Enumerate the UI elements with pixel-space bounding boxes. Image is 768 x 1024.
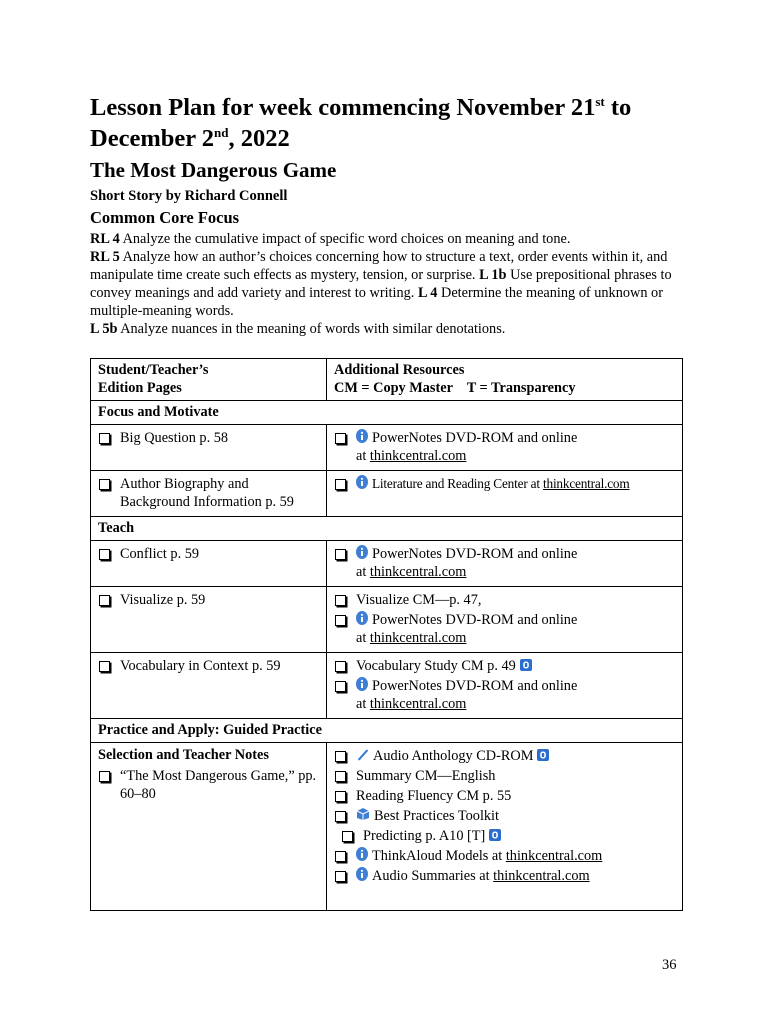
thinkcentral-link[interactable]: thinkcentral.com bbox=[369, 564, 467, 580]
thinkcentral-link[interactable]: thinkcentral.com bbox=[369, 696, 467, 712]
info-icon bbox=[356, 867, 368, 881]
standard-code: L 4 bbox=[417, 285, 438, 301]
standard-code: RL 5 bbox=[90, 249, 120, 265]
section-row: Focus and Motivate bbox=[91, 401, 683, 425]
info-icon bbox=[356, 677, 368, 691]
checkbox[interactable] bbox=[335, 615, 346, 626]
byline: Short Story by Richard Connell bbox=[90, 188, 288, 204]
checkbox[interactable] bbox=[335, 791, 346, 802]
thinkcentral-link[interactable]: thinkcentral.com bbox=[369, 630, 467, 646]
checkbox[interactable] bbox=[99, 433, 110, 444]
standard-code: L 5b bbox=[90, 321, 118, 337]
checkbox[interactable] bbox=[335, 595, 346, 606]
info-icon bbox=[356, 429, 368, 443]
table-row: Big Question p. 58 PowerNotes DVD-ROM and online at thinkcentral.com bbox=[91, 425, 683, 471]
checkbox[interactable] bbox=[335, 661, 346, 672]
checkbox[interactable] bbox=[335, 479, 346, 490]
checkbox[interactable] bbox=[99, 771, 110, 782]
toolkit-icon bbox=[356, 807, 370, 821]
dvd-icon bbox=[489, 829, 501, 841]
section-row: Teach bbox=[91, 517, 683, 541]
standard-code: RL 4 bbox=[90, 231, 120, 247]
dvd-icon bbox=[537, 749, 549, 761]
checkbox[interactable] bbox=[335, 771, 346, 782]
audio-icon bbox=[356, 748, 369, 761]
checkbox[interactable] bbox=[335, 549, 346, 560]
table-row: Selection and Teacher Notes “The Most Dangerous Game,” pp. 60–80 Audio Anthology CD-ROM Summary CM—English Reading Fluency CM p. 55 Best Practices Toolkit Predicting p. A10 [T] ThinkAloud Models at thinkcentral.com Audio Summaries at thinkcentral.com bbox=[91, 743, 683, 911]
thinkcentral-link[interactable]: thinkcentral.com bbox=[493, 868, 590, 884]
table-header-row: Student/Teacher’s Edition Pages Additional Resources CM = Copy Master T = Transparency bbox=[91, 359, 683, 401]
checkbox[interactable] bbox=[335, 871, 346, 882]
dvd-icon bbox=[520, 659, 532, 671]
checkbox[interactable] bbox=[99, 661, 110, 672]
info-icon bbox=[356, 847, 368, 861]
page-number: 36 bbox=[662, 957, 677, 973]
standard-code: L 1b bbox=[479, 267, 507, 283]
section-row: Practice and Apply: Guided Practice bbox=[91, 719, 683, 743]
checkbox[interactable] bbox=[99, 549, 110, 560]
checkbox[interactable] bbox=[335, 851, 346, 862]
info-icon bbox=[356, 611, 368, 625]
info-icon bbox=[356, 475, 368, 489]
resources-table bbox=[90, 358, 683, 911]
document-page bbox=[90, 92, 684, 884]
info-icon bbox=[356, 545, 368, 559]
thinkcentral-link[interactable]: thinkcentral.com bbox=[543, 476, 630, 491]
story-title: The Most Dangerous Game bbox=[90, 158, 337, 182]
thinkcentral-link[interactable]: thinkcentral.com bbox=[369, 448, 467, 464]
checkbox[interactable] bbox=[335, 681, 346, 692]
checkbox[interactable] bbox=[335, 811, 346, 822]
focus-heading: Common Core Focus bbox=[90, 208, 240, 227]
checkbox[interactable] bbox=[335, 751, 346, 762]
checkbox[interactable] bbox=[342, 831, 353, 842]
checkbox[interactable] bbox=[99, 479, 110, 490]
table-row: Vocabulary in Context p. 59 Vocabulary Study CM p. 49 PowerNotes DVD-ROM and online at thinkcentral.com bbox=[91, 653, 683, 719]
table-row: Author Biography and Background Information p. 59 Literature and Reading Center at thinkcentral.com bbox=[91, 471, 683, 517]
checkbox[interactable] bbox=[99, 595, 110, 606]
checkbox[interactable] bbox=[335, 433, 346, 444]
standards-paragraph: RL 4 Analyze the cumulative impact of specific word choices on meaning and tone. RL 5 Analyze how an author’s choices concerning how to structure a text, order events within it, and manipulate time create such effects as mystery, tension, or surprise. L 1b Use prepositional phrases to convey meanings and add variety and interest to writing. L 4 Determine the meaning of unknown or multiple-meaning words. L 5b Analyze nuances in the meaning of words with similar denotations. bbox=[90, 231, 672, 337]
thinkcentral-link[interactable]: thinkcentral.com bbox=[505, 848, 603, 864]
table-row: Conflict p. 59 PowerNotes DVD-ROM and online at thinkcentral.com bbox=[91, 541, 683, 587]
table-row: Visualize p. 59 Visualize CM—p. 47, PowerNotes DVD-ROM and online at thinkcentral.com bbox=[91, 587, 683, 653]
page-title: Lesson Plan for week commencing November 21st to December 2nd, 2022 bbox=[90, 93, 632, 152]
